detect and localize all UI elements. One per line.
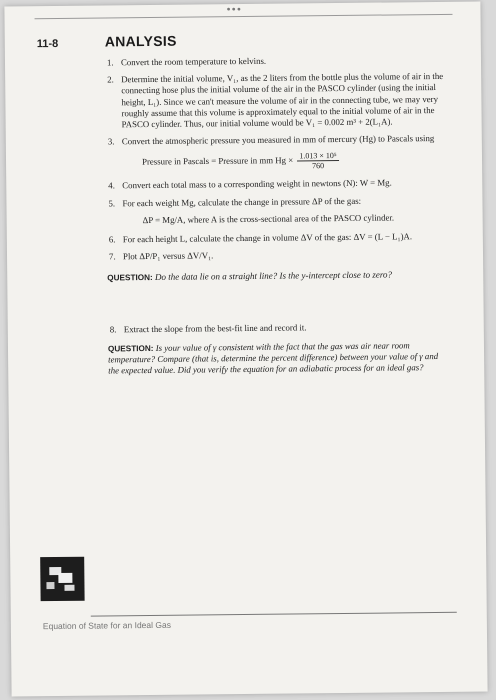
analysis-content	[105, 54, 448, 376]
list-item	[106, 177, 446, 192]
item-number: 3.	[107, 136, 115, 147]
question-text: Is your value of γ consistent with the fact that the gas was air near room temperature? Compare (that is, determine the percent difference) between your value of γ and the expected value. Did you verify the equation for an adiabatic process for an ideal gas?	[108, 340, 439, 376]
fraction-numerator: 1.013 × 10⁵	[297, 151, 338, 161]
footer-title: Equation of State for an Ideal Gas	[42, 619, 171, 632]
question-label: QUESTION:	[107, 343, 154, 354]
item-text: Convert the atmospheric pressure you measured in mm of mercury (Hg) to Pascals using	[121, 133, 435, 147]
list-item	[105, 54, 445, 69]
item-number: 1.	[106, 57, 114, 68]
top-rule	[35, 14, 453, 19]
page-number: 11-8	[36, 37, 59, 51]
fraction-denominator: 760	[312, 161, 325, 171]
item-number: 6.	[108, 234, 116, 245]
question-label: QUESTION:	[107, 273, 153, 283]
list-item	[107, 248, 447, 263]
item-text: For each weight Mg, calculate the change in pressure ΔP of the gas:	[122, 195, 362, 208]
question-text: Do the data lie on a straight line? Is the y-intercept close to zero?	[154, 269, 393, 283]
section-title: ANALYSIS	[104, 32, 177, 50]
item-number: 7.	[108, 251, 116, 262]
pascal-conversion-formula	[106, 150, 446, 173]
item-number: 2.	[107, 74, 114, 85]
document-page	[4, 2, 487, 697]
list-item	[106, 195, 446, 210]
list-item	[107, 231, 447, 246]
item-text: Determine the initial volume, V₁, as the 2 liters from the bottle plus the volume of air in the connecting hose plus the initial volume of the air in the PASCO cylinder (using the initial height, L₁). Since we can't measure the volume of air in the connecting tube, we may very roughly assume that this volume is approximately equal to the initial volume of air in the PASCO cylinder. Thus, our initial volume would be V₁ = 0.002 m³ + 2(L₁A).	[121, 71, 444, 130]
list-item	[106, 133, 446, 148]
item-text: Convert each total mass to a corresponding weight in newtons (N): W = Mg.	[122, 177, 392, 191]
item-text: For each height L, calculate the change in volume ΔV of the gas: ΔV = (L − L₁)A.	[122, 231, 413, 245]
list-item	[105, 71, 446, 131]
item-number: 8.	[109, 323, 117, 335]
conversion-fraction	[297, 151, 339, 170]
item-text: Plot ΔP/P₁ versus ΔV/V₁.	[122, 250, 214, 262]
item-number: 4.	[108, 180, 115, 191]
item-number: 5.	[108, 197, 116, 209]
pressure-change-formula: ΔP = Mg/A, where A is the cross-sectional area of the PASCO cylinder.	[142, 212, 395, 225]
question-gamma	[108, 340, 448, 377]
top-dots: •••	[226, 2, 243, 17]
publisher-logo-icon	[40, 557, 84, 601]
item-text: Convert the room temperature to kelvins.	[120, 55, 267, 68]
item-text: Extract the slope from the best-fit line and record it.	[123, 322, 307, 334]
list-item	[108, 321, 448, 336]
footer-rule	[91, 612, 457, 617]
question-straight-line	[107, 269, 447, 284]
formula-lhs: Pressure in Pascals = Pressure in mm Hg ×	[141, 155, 294, 168]
